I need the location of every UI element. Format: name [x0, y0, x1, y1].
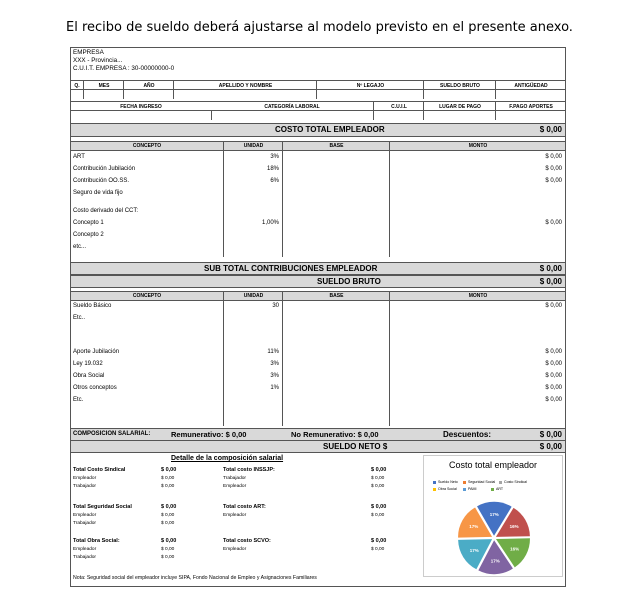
col-lugar-pago: LUGAR DE PAGO: [423, 102, 496, 111]
unidad-cell: 6%: [270, 178, 279, 184]
monto-cell: $ 0,00: [545, 303, 562, 309]
unidad-cell: 30: [272, 303, 279, 309]
costo-total-title: COSTO TOTAL EMPLEADOR: [275, 125, 385, 134]
sueldo-neto-title: SUELDO NETO $: [323, 442, 388, 451]
detalle-sub-value: $ 0,00: [161, 521, 175, 526]
s2-col-concepto: CONCEPTO: [132, 293, 162, 299]
composicion-no-remunerativo: No Remunerativo: $ 0,00: [291, 430, 379, 439]
unidad-cell: 1%: [270, 385, 279, 391]
col-fecha-ingreso: FECHA INGRESO: [120, 103, 162, 110]
costo-total-band: [71, 123, 565, 137]
col-legajo: Nº LEGAJO: [316, 81, 424, 90]
unidad-cell: 3%: [270, 361, 279, 367]
sueldo-bruto-band: [71, 275, 565, 288]
detalle-total-label: Total costo SCVO:: [223, 538, 271, 544]
concepto-cell: Concepto 2: [73, 232, 104, 238]
subtotal-title: SUB TOTAL CONTRIBUCIONES EMPLEADOR: [204, 264, 378, 273]
costo-total-value: $ 0,00: [539, 125, 562, 134]
monto-cell: $ 0,00: [545, 154, 562, 160]
detalle-sub-value: $ 0,00: [371, 513, 385, 518]
detalle-total-value: $ 0,00: [371, 467, 387, 473]
s2-col-unidad: UNIDAD: [223, 292, 283, 300]
empresa-provincia: XXX - Provincia...: [73, 57, 123, 64]
detalle-sub-value: $ 0,00: [161, 476, 175, 481]
concepto-cell: Etc..: [73, 315, 86, 321]
detalle-sub-label: Trabajador: [73, 555, 97, 560]
monto-cell: $ 0,00: [545, 178, 562, 184]
concepto-cell: Contribución Jubilación: [73, 166, 136, 172]
legend-label: Sueldo Neto: [438, 480, 458, 484]
sueldo-bruto-value: $ 0,00: [539, 277, 562, 286]
concepto-cell: etc...: [73, 244, 87, 250]
nota-text: Nota: Seguridad social del empleador incluye SIPA, Fondo Nacional de Empleo y Asignaciones Familiares: [73, 575, 317, 581]
legend-label: ART: [496, 487, 504, 491]
s1-col-unidad: UNIDAD: [223, 142, 283, 150]
concepto-cell: ART: [73, 154, 85, 160]
detalle-sub-value: $ 0,00: [161, 547, 175, 552]
detalle-total-value: $ 0,00: [161, 504, 177, 510]
detalle-sub-value: $ 0,00: [371, 484, 385, 489]
header-row-1-values: [71, 89, 565, 99]
detalle-sub-value: $ 0,00: [371, 476, 385, 481]
concepto-cell: Concepto 1: [73, 220, 104, 226]
monto-cell: $ 0,00: [545, 349, 562, 355]
detalle-total-value: $ 0,00: [161, 467, 177, 473]
col-categoria: CATEGORÍA LABORAL: [264, 103, 320, 110]
sueldo-bruto-title: SUELDO BRUTO: [317, 277, 381, 286]
subtotal-band: [71, 262, 565, 275]
detalle-total-label: Total Obra Social:: [73, 538, 120, 544]
detalle-total-label: Total Costo Sindical: [73, 467, 126, 473]
intro-text: El recibo de sueldo deberá ajustarse al modelo previsto en el presente anexo.: [66, 20, 573, 35]
concepto-cell: Otros conceptos: [73, 385, 117, 391]
col-cuil: C.U.I.L: [373, 102, 424, 111]
detalle-sub-label: Trabajador: [73, 521, 97, 526]
concepto-cell: Obra Social: [73, 373, 105, 379]
s2-col-base: BASE: [282, 292, 390, 300]
composicion-remunerativo: Remunerativo: $ 0,00: [171, 430, 247, 439]
unidad-cell: 18%: [266, 166, 279, 172]
monto-cell: $ 0,00: [545, 397, 562, 403]
composicion-descuentos: Descuentos:: [443, 430, 492, 439]
detalle-total-label: Total Seguridad Social: [73, 504, 132, 510]
unidad-cell: 3%: [270, 373, 279, 379]
detalle-title: Detalle de la composición salarial: [171, 455, 284, 462]
subtotal-value: $ 0,00: [539, 264, 562, 273]
detalle-sub-label: Empleador: [73, 513, 97, 518]
concepto-cell: Costo derivado del CCT:: [73, 208, 139, 214]
detalle-sub-label: Trabajador: [223, 476, 247, 481]
detalle-sub-label: Empleador: [223, 484, 247, 489]
detalle-sub-value: $ 0,00: [161, 513, 175, 518]
col-q: Q.: [74, 82, 80, 89]
pie-slice-label: 17%: [469, 547, 479, 553]
pie-slice-label: 17%: [490, 558, 500, 564]
col-mes: MES: [83, 81, 124, 90]
detalle-sub-label: Empleador: [223, 513, 247, 518]
concepto-cell: Contribución OO.SS.: [73, 178, 130, 184]
monto-cell: $ 0,00: [545, 361, 562, 367]
concepto-cell: Ley 19.032: [73, 361, 103, 367]
section1-header: [71, 141, 565, 151]
detalle-sub-value: $ 0,00: [161, 555, 175, 560]
pie-chart: [424, 456, 562, 576]
detalle-total-value: $ 0,00: [161, 538, 177, 544]
header-row-2-values: [71, 110, 565, 120]
legend-label: PAMI: [468, 487, 477, 491]
s1-col-monto: MONTO: [389, 142, 566, 150]
pie-slice-label: 17%: [489, 512, 499, 518]
detalle-sub-value: $ 0,00: [371, 547, 385, 552]
detalle-total-value: $ 0,00: [371, 538, 387, 544]
chart-title: Costo total empleador: [448, 460, 538, 470]
detalle-sub-label: Empleador: [223, 547, 247, 552]
monto-cell: $ 0,00: [545, 220, 562, 226]
detalle-total-value: $ 0,00: [371, 504, 387, 510]
col-anio: AÑO: [123, 81, 174, 90]
empresa-cuit: C.U.I.T. EMPRESA : 30-00000000-0: [73, 65, 175, 72]
detalle-sub-label: Empleador: [73, 476, 97, 481]
concepto-cell: Etc.: [73, 397, 84, 403]
pie-slice-label: 16%: [510, 546, 520, 552]
unidad-cell: 1,00%: [261, 220, 279, 226]
empresa-name: EMPRESA: [73, 49, 104, 56]
concepto-cell: Seguro de vida fijo: [73, 190, 123, 196]
legend-label: Costo Sindical: [504, 480, 527, 484]
legend-label: Obra Social: [438, 487, 457, 491]
s1-col-concepto: CONCEPTO: [132, 143, 162, 149]
section2-header: [71, 291, 565, 301]
composicion-value: $ 0,00: [539, 430, 562, 439]
pie-slice-label: 16%: [509, 523, 519, 529]
col-sueldo-bruto: SUELDO BRUTO: [423, 81, 496, 90]
sueldo-neto-value: $ 0,00: [539, 442, 562, 451]
detalle-sub-value: $ 0,00: [161, 484, 175, 489]
monto-cell: $ 0,00: [545, 373, 562, 379]
col-fpago-aportes: F.PAGO APORTES: [495, 102, 566, 111]
concepto-cell: Sueldo Básico: [73, 303, 112, 309]
pie-slice-label: 17%: [469, 524, 479, 530]
composicion-label: COMPOSICION SALARIAL:: [73, 431, 151, 437]
legend-label: Seguridad Social: [468, 480, 496, 484]
col-antiguedad: ANTIGÜEDAD: [495, 81, 566, 90]
s1-col-base: BASE: [282, 142, 390, 150]
recibo-sueldo: [70, 47, 566, 587]
unidad-cell: 11%: [267, 349, 279, 355]
concepto-cell: Aporte Jubilación: [73, 349, 120, 355]
s2-col-monto: MONTO: [389, 292, 566, 300]
monto-cell: $ 0,00: [545, 166, 562, 172]
pie-chart-panel: [423, 455, 563, 577]
sueldo-neto-band: [71, 440, 565, 453]
detalle-sub-label: Trabajador: [73, 484, 97, 489]
detalle-total-label: Total costo ART:: [223, 504, 266, 510]
monto-cell: $ 0,00: [545, 385, 562, 391]
unidad-cell: 3%: [270, 154, 279, 160]
detalle-total-label: Total costo INSSJP:: [223, 467, 275, 473]
detalle-sub-label: Empleador: [73, 547, 97, 552]
col-apellido: APELLIDO Y NOMBRE: [173, 81, 317, 90]
